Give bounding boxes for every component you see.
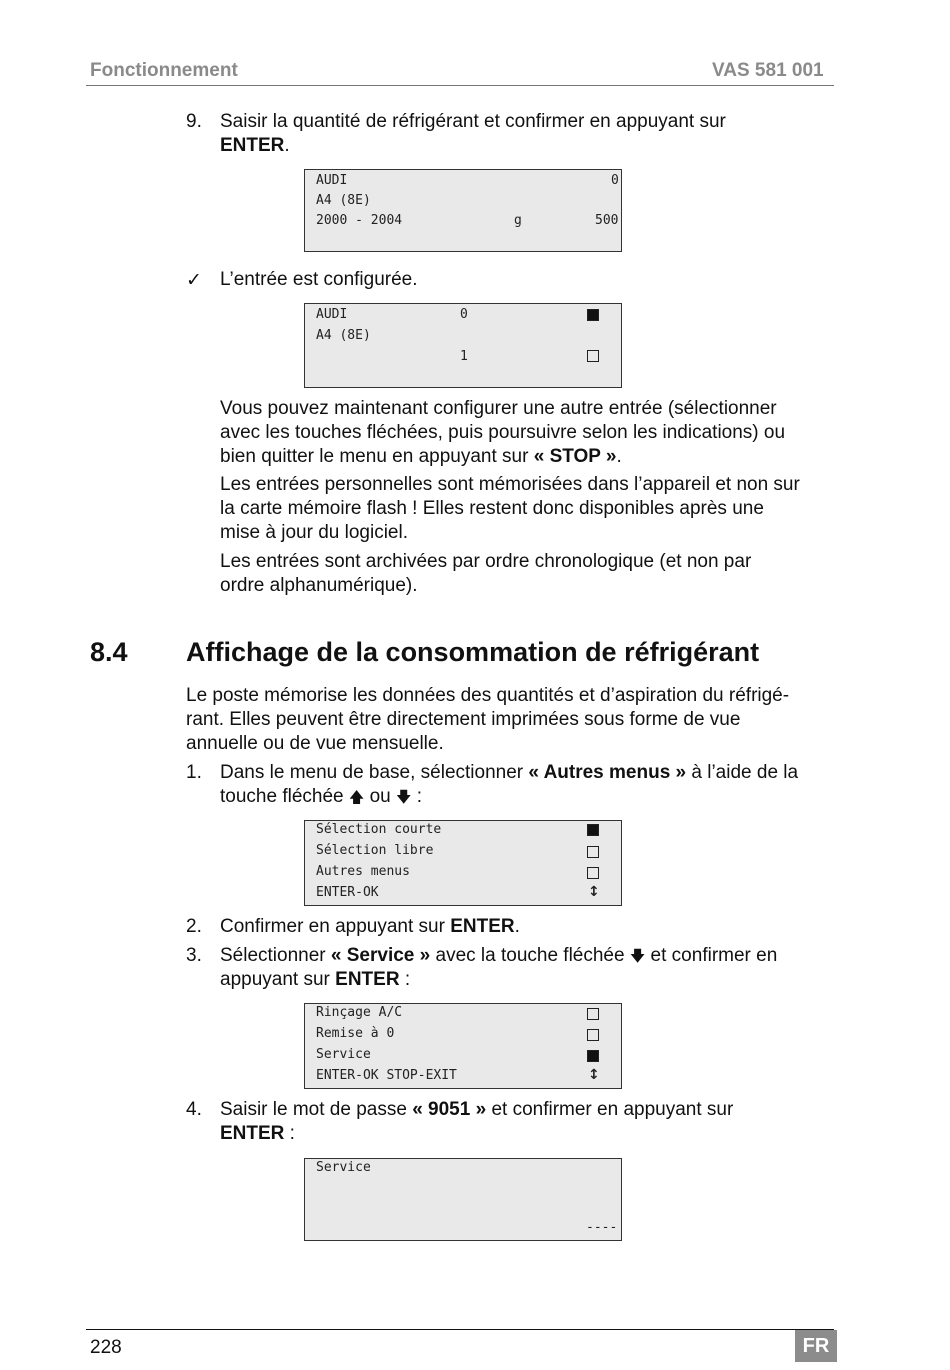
lcd-password-placeholder: ----	[586, 1220, 618, 1235]
arrow-down-icon: 🡇	[396, 788, 412, 806]
punct: .	[514, 916, 520, 937]
lcd-display	[304, 820, 622, 906]
section-title: Affichage de la consommation de réfrigérant	[186, 637, 760, 667]
step-number: 4.	[186, 1099, 202, 1120]
lcd-display	[304, 1158, 622, 1241]
punct: :	[399, 969, 411, 990]
language-badge: FR	[795, 1330, 837, 1362]
text-line: avec les touches fléchées, puis poursuivre selon les indications) ou	[220, 422, 786, 443]
lcd-line: 0	[611, 173, 619, 188]
lcd-line: Sélection libre	[316, 843, 434, 858]
lcd-line: 0	[460, 307, 468, 322]
lcd-display	[304, 169, 622, 252]
lcd-line: Autres menus	[316, 864, 410, 879]
punct: :	[411, 786, 422, 807]
lcd-line: A4 (8E)	[316, 193, 371, 208]
header-section: Fonctionnement	[90, 60, 238, 81]
step-number: 2.	[186, 916, 202, 937]
lcd-display	[304, 1003, 622, 1089]
lcd-line: Service	[316, 1160, 371, 1175]
paragraph	[220, 473, 800, 545]
lcd-line: ENTER-OK STOP-EXIT	[316, 1068, 457, 1083]
lcd-line: ENTER-OK	[316, 885, 379, 900]
step-text-line: Saisir la quantité de réfrigérant et confirmer en appuyant sur	[220, 111, 726, 132]
step-number: 1.	[186, 762, 202, 783]
step-text	[220, 915, 520, 939]
arrow-up-icon: 🡅	[348, 788, 365, 806]
enter-key-label: ENTER	[220, 1123, 285, 1144]
checkbox-empty-icon	[587, 1008, 599, 1020]
updown-arrow-icon: ↕	[588, 1067, 600, 1083]
lcd-line: g	[514, 213, 522, 228]
text-line: annuelle ou de vue mensuelle.	[186, 733, 444, 754]
lcd-line: 500	[595, 213, 619, 228]
step-text	[220, 110, 726, 158]
checkbox-empty-icon	[587, 846, 599, 858]
text-line: Vous pouvez maintenant configurer une autre entrée (sélectionner	[220, 398, 777, 419]
section-number: 8.4	[90, 637, 128, 667]
lcd-line: AUDI	[316, 173, 348, 188]
checkbox-checked-icon	[587, 309, 599, 321]
text-line: Sélectionner	[220, 945, 331, 966]
text-line: appuyant sur	[220, 969, 336, 990]
enter-key-label: ENTER	[450, 916, 515, 937]
text-line: ou	[364, 786, 396, 807]
step-text	[220, 944, 777, 992]
updown-arrow-icon: ↕	[588, 884, 600, 900]
enter-key-label: ENTER	[335, 969, 400, 990]
header-doc-id: VAS 581 001	[712, 60, 824, 81]
lcd-line: Service	[316, 1047, 371, 1062]
password-label: « 9051 »	[412, 1099, 487, 1120]
paragraph	[186, 684, 789, 756]
lcd-display	[304, 303, 622, 388]
paragraph	[220, 550, 751, 598]
checkbox-checked-icon	[587, 824, 599, 836]
lcd-line: Sélection courte	[316, 822, 442, 837]
lcd-line: A4 (8E)	[316, 328, 371, 343]
lcd-line: Remise à 0	[316, 1026, 395, 1041]
step-number: 9.	[186, 111, 202, 132]
lcd-line: 2000 - 2004	[316, 213, 403, 228]
text-line: la carte mémoire flash ! Elles restent donc disponibles après une	[220, 498, 764, 519]
punct: .	[616, 446, 622, 467]
text-line: avec la touche fléchée	[430, 945, 630, 966]
footer-rule	[86, 1329, 834, 1330]
text-line: Les entrées sont archivées par ordre chronologique (et non par	[220, 551, 752, 572]
text-line: Dans le menu de base, sélectionner	[220, 762, 529, 783]
header-rule	[86, 85, 834, 86]
menu-label: « Autres menus »	[528, 762, 687, 783]
text-line: et confirmer en	[645, 945, 778, 966]
checkmark-icon: ✓	[186, 269, 202, 291]
text-line: mise à jour du logiciel.	[220, 522, 408, 543]
checkbox-empty-icon	[587, 1029, 599, 1041]
page-number: 228	[90, 1337, 122, 1358]
step-number: 3.	[186, 945, 202, 966]
step-text	[220, 761, 798, 809]
enter-key-label: ENTER	[220, 135, 285, 156]
result-text: L’entrée est configurée.	[220, 269, 418, 290]
text-line: à l’aide de la	[686, 762, 799, 783]
text-line: bien quitter le menu en appuyant sur	[220, 446, 534, 467]
text-line: Confirmer en appuyant sur	[220, 916, 451, 937]
menu-label: « Service »	[330, 945, 431, 966]
text-line: ordre alphanumérique).	[220, 575, 418, 596]
checkbox-empty-icon	[587, 350, 599, 362]
stop-key-label: « STOP »	[533, 446, 617, 467]
lcd-line: Rinçage A/C	[316, 1005, 403, 1020]
checkbox-empty-icon	[587, 867, 599, 879]
punct: .	[284, 135, 290, 156]
lcd-line: AUDI	[316, 307, 348, 322]
paragraph	[220, 397, 785, 469]
punct: :	[284, 1123, 295, 1144]
checkbox-checked-icon	[587, 1050, 599, 1062]
text-line: rant. Elles peuvent être directement imprimées sous forme de vue	[186, 709, 741, 730]
step-text	[220, 1098, 733, 1146]
text-line: Le poste mémorise les données des quantités et d’aspiration du réfrigé-	[186, 685, 790, 706]
text-line: touche fléchée	[220, 786, 349, 807]
text-line: Les entrées personnelles sont mémorisées dans l’appareil et non sur	[220, 474, 800, 495]
arrow-down-icon: 🡇	[629, 947, 646, 965]
text-line: et confirmer en appuyant sur	[486, 1099, 734, 1120]
lcd-line: 1	[460, 349, 468, 364]
text-line: Saisir le mot de passe	[220, 1099, 413, 1120]
